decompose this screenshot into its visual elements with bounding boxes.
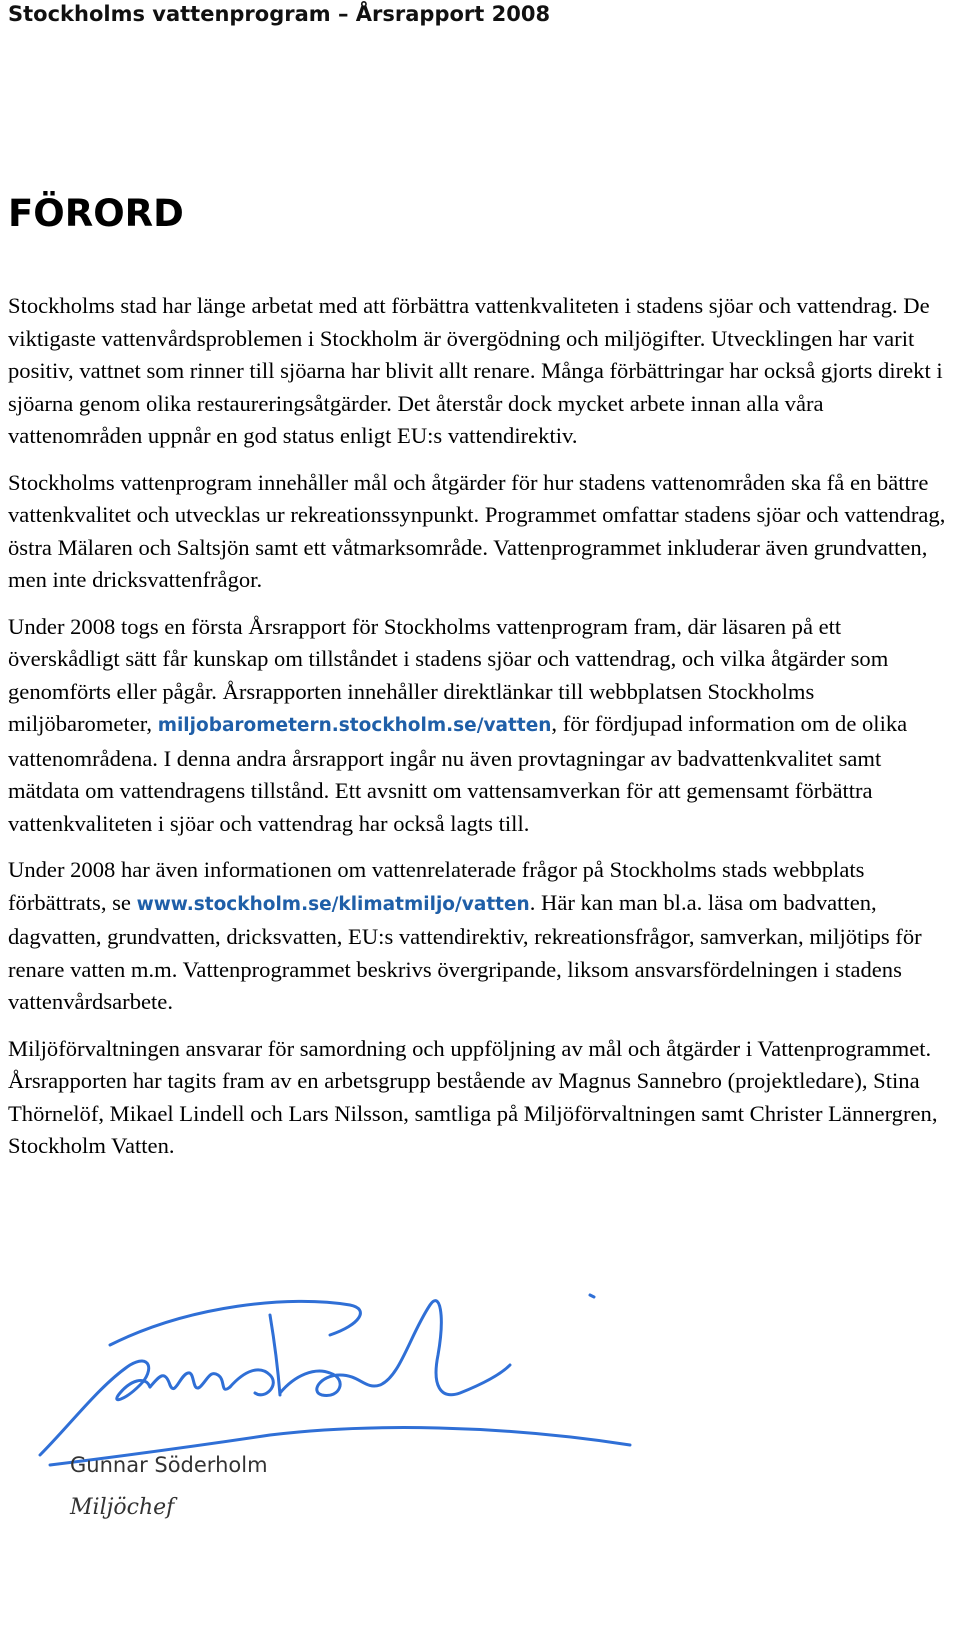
paragraph: Miljöförvaltningen ansvarar för samordning och uppföljning av mål och åtgärder i Vattenprogrammet. Årsrapporten har tagits fram av en arbetsgrupp bestående av Magnus Sannebro (projektledare), Stina Thörnelöf, Mikael Lindell och Lars Nilsson, samtliga på Miljöförvaltningen samt Christer Lännergren, Stockholm Vatten. bbox=[8, 1035, 938, 1158]
body-text bbox=[8, 290, 958, 1177]
klimatmiljo-link[interactable]: www.stockholm.se/klimatmiljo/vatten bbox=[136, 893, 530, 915]
signature-block bbox=[30, 1275, 650, 1565]
paragraph: Stockholms stad har länge arbetat med att förbättra vattenkvaliteten i stadens sjöar och vattendrag. De viktigaste vattenvårdsproblemen i Stockholm är övergödning och miljögifter. Utvecklingen har varit positiv, vattnet som rinner till sjöarna har blivit allt renare. Många förbättringar har också gjorts direkt i sjöarna genom olika restaureringsåtgärder. Det återstår dock mycket arbete innan alla våra vattenområden uppnår en god status enligt EU:s vattendirektiv. bbox=[8, 293, 943, 448]
paragraph-text: , för fördjupad information om de olika vattenområdena. I denna andra årsrapport ingår nu även provtagningar av badvattenkvalitet samt mätdata om vattendragens tillstånd. Ett avsnitt om vattensamverkan för att gemensamt förbättra vattenkvaliteten i sjöar och vattendrag har också lagts till. bbox=[8, 711, 908, 836]
paragraph: Stockholms vattenprogram innehåller mål och åtgärder för hur stadens vattenområden ska få en bättre vattenkvalitet och utvecklas ur rekreationssynpunkt. Programmet omfattar stadens sjöar och vattendrag, östra Mälaren och Saltsjön samt ett våtmarksområde. Vattenprogrammet inkluderar även grundvatten, men inte dricksvattenfrågor. bbox=[8, 469, 946, 592]
miljobarometern-link[interactable]: miljobarometern.stockholm.se/vatten bbox=[157, 715, 552, 736]
handwritten-signature bbox=[30, 1275, 650, 1475]
signer-name: Gunnar Söderholm bbox=[70, 1453, 268, 1477]
page-title: FÖRORD bbox=[8, 192, 184, 235]
running-header: Stockholms vattenprogram – Årsrapport 2008 bbox=[8, 2, 551, 26]
paragraph-text: . Här kan man bl.a. läsa om badvatten, dagvatten, grundvatten, dricksvatten, EU:s vattendirektiv, rekreationsfrågor, samverkan, miljötips för renare vatten m.m. Vattenprogrammet beskrivs övergripande, liksom ansvarsfördelningen i stadens vattenvårdsarbete. bbox=[8, 889, 922, 1014]
paragraph-text: Under 2008 togs en första Årsrapport för Stockholms vattenprogram fram, där läsaren på ett överskådligt sätt får kunskap om tillståndet i stadens sjöar och vattendrag, och vilka åtgärder som genomförts eller pågår. Årsrapporten innehåller direktlänkar till webbplatsen Stockholms miljöbarometer, bbox=[8, 613, 889, 736]
paragraph bbox=[8, 611, 958, 841]
paragraph-text: Under 2008 har även informationen om vattenrelaterade frågor på Stockholms stads webbplats förbättrats, se bbox=[8, 857, 865, 915]
paragraph bbox=[8, 854, 958, 1019]
signer-title: Miljöchef bbox=[70, 1495, 175, 1520]
